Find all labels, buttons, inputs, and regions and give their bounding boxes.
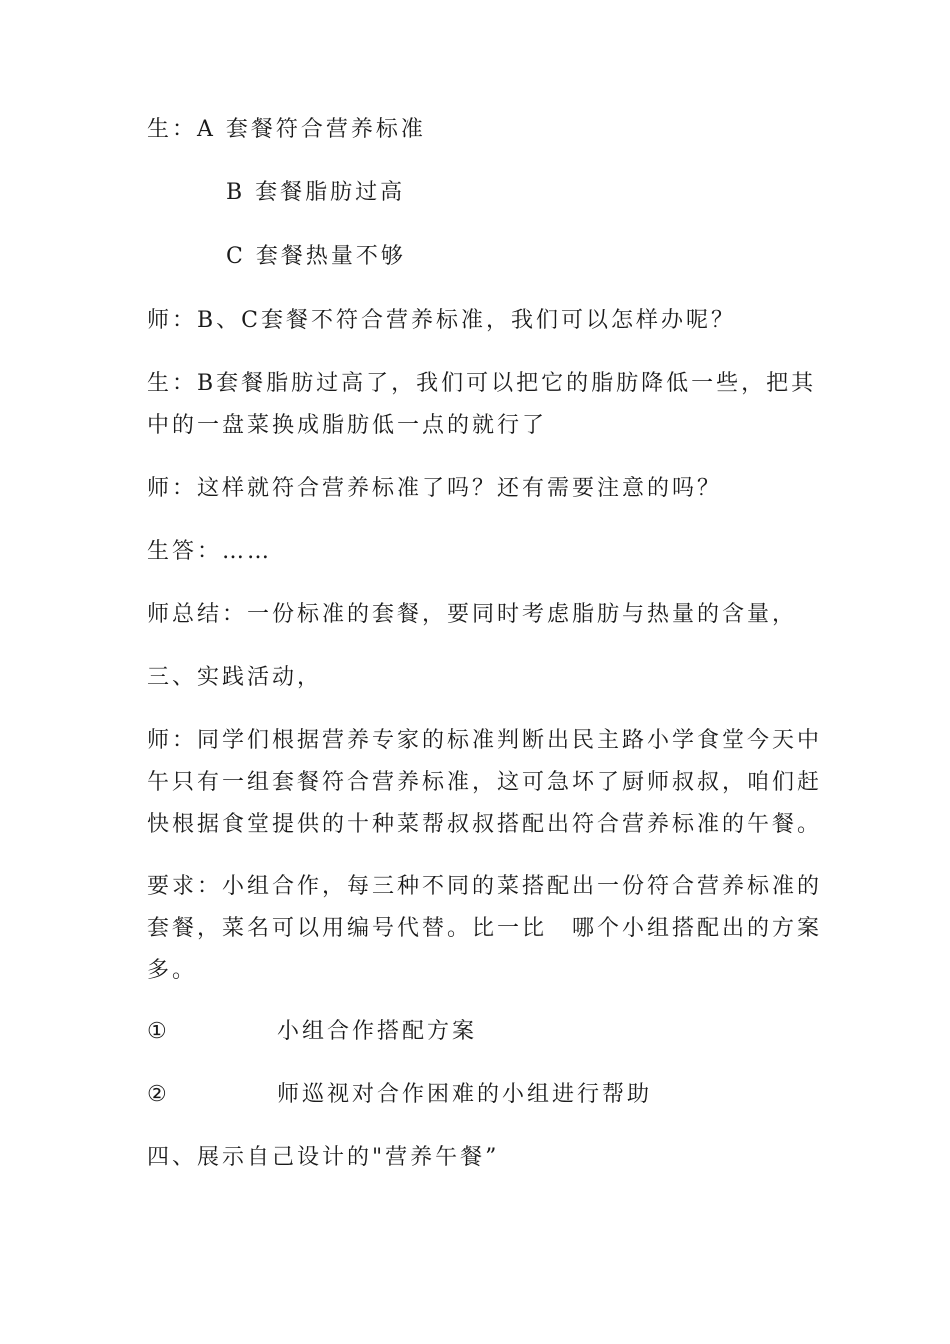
student-answer-2 <box>147 363 817 447</box>
step-1-number: ① <box>147 1019 167 1044</box>
section-3-heading: 三、实践活动， <box>147 665 323 690</box>
step-2-text: 师巡视对合作困难的小组进行帮助 <box>277 1082 653 1107</box>
step-2-number: ② <box>147 1082 167 1107</box>
teacher-instruction-line-2: 午只有一组套餐符合营养标准，这可急坏了厨师叔叔，咱们赶 <box>147 770 823 795</box>
teacher-question-2: 师：这样就符合营养标准了吗？还有需要注意的吗？ <box>147 476 723 501</box>
student-answer-3: 生答：…… <box>147 539 273 564</box>
student-answer-b: B 套餐脂肪过高 <box>226 180 406 205</box>
requirements-line-2: 套餐，菜名可以用编号代替。比一比 哪个小组搭配出的方案 <box>147 916 823 941</box>
teacher-instruction-line-1: 师：同学们根据营养专家的标准判断出民主路小学食堂今天中 <box>147 728 823 753</box>
student-answer-2-line-2: 中的一盘菜换成脂肪低一点的就行了 <box>147 413 548 438</box>
step-1-text: 小组合作搭配方案 <box>277 1019 478 1044</box>
section-4-heading: 四、展示自己设计的"营养午餐” <box>147 1145 500 1170</box>
teacher-instruction <box>147 720 823 846</box>
student-answer-2-line-1: 生：B套餐脂肪过高了，我们可以把它的脂肪降低一些，把其 <box>147 371 817 396</box>
teacher-question-1: 师：B、C套餐不符合营养标准，我们可以怎样办呢？ <box>147 308 737 333</box>
teacher-summary: 师总结：一份标准的套餐，要同时考虑脂肪与热量的含量， <box>147 602 798 627</box>
teacher-instruction-line-3: 快根据食堂提供的十种菜帮叔叔搭配出符合营养标准的午餐。 <box>147 812 823 837</box>
requirements-line-3: 多。 <box>147 958 198 983</box>
requirements-line-1: 要求：小组合作，每三种不同的菜搭配出一份符合营养标准的 <box>147 874 823 899</box>
student-answer-c: C 套餐热量不够 <box>226 244 406 269</box>
requirements <box>147 866 823 992</box>
student-answer-a: 生：A 套餐符合营养标准 <box>147 117 426 142</box>
